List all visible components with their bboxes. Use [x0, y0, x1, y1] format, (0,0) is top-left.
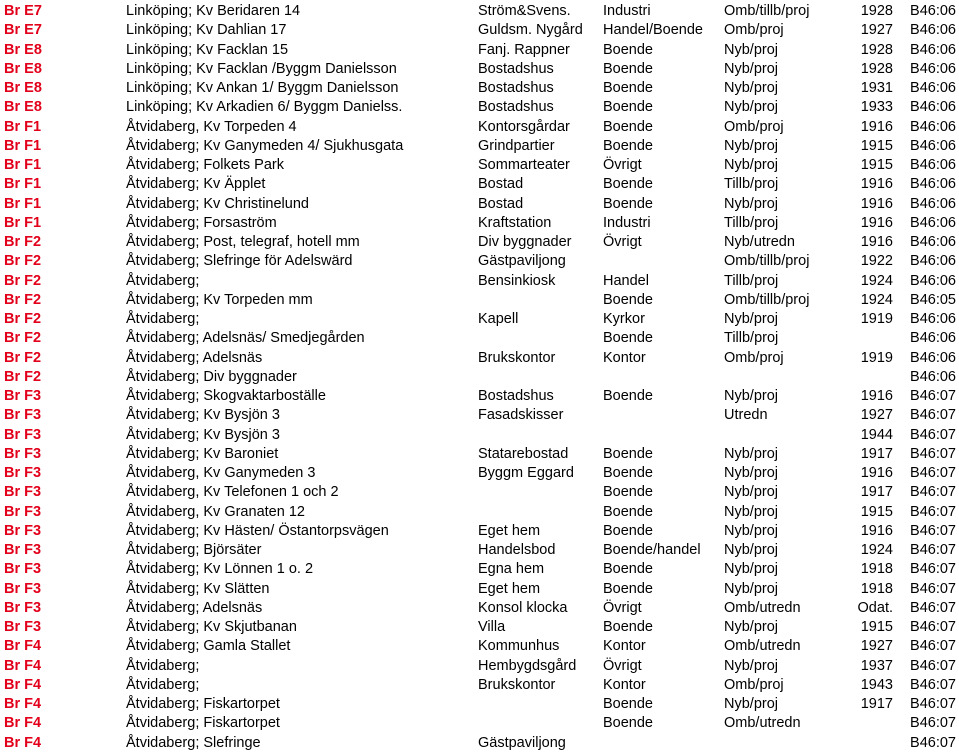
year-text: 1917 [860, 696, 893, 712]
work-type: Omb/proj [724, 118, 784, 135]
archive-code: Br F3 [4, 503, 42, 520]
year-text: 1916 [860, 176, 893, 193]
location-text: Åtvidaberg; [126, 657, 200, 674]
category-text: Boende [603, 60, 653, 77]
register-row [0, 98, 959, 117]
register-row [0, 175, 959, 194]
location-text: Linköping; Kv Arkadien 6/ Byggm Danielss. [126, 99, 403, 116]
reference-code: B46:07 [910, 484, 956, 501]
year-text: 1915 [860, 503, 893, 520]
category-text: Boende [603, 465, 653, 481]
year-text: 1944 [860, 426, 893, 443]
building-type: Sommarteater [478, 157, 570, 173]
location-text: Åtvidaberg; Kv Skjutbanan [126, 619, 297, 635]
building-type: Ström&Svens. [478, 3, 571, 19]
work-type: Omb/proj [724, 676, 784, 693]
register-row [0, 252, 959, 271]
reference-code: B46:05 [910, 291, 956, 308]
reference-code: B46:06 [910, 272, 956, 289]
archive-code: Br E7 [4, 3, 42, 19]
register-row [0, 118, 959, 137]
building-type: Div byggnader [478, 234, 572, 250]
register-row [0, 483, 959, 502]
category-text: Boende [603, 176, 653, 193]
location-text: Åtvidaberg; [126, 676, 200, 693]
year-text: 1916 [860, 522, 893, 539]
reference-code: B46:06 [910, 253, 956, 270]
building-type: Brukskontor [478, 676, 556, 693]
register-row [0, 233, 959, 252]
building-type: Egna hem [478, 561, 545, 578]
category-text: Kontor [603, 676, 646, 693]
register-row [0, 349, 959, 368]
reference-code: B46:06 [910, 330, 956, 347]
register-row [0, 560, 959, 579]
reference-code: B46:06 [910, 22, 956, 39]
category-text: Boende [603, 715, 653, 732]
building-type: Kontorsgårdar [478, 118, 570, 135]
archive-code: Br F3 [4, 388, 42, 404]
location-text: Åtvidaberg; Div byggnader [126, 368, 297, 385]
category-text: Boende [603, 291, 653, 308]
location-text: Åtvidaberg; Kv Ganymeden 4/ Sjukhusgata [126, 137, 404, 154]
reference-code: B46:07 [910, 619, 956, 635]
archive-code: Br F4 [4, 638, 42, 655]
reference-code: B46:07 [910, 599, 956, 616]
archive-code: Br F1 [4, 137, 42, 154]
archive-code: Br F3 [4, 542, 42, 558]
location-text: Åtvidaberg; Kv Bysjön 3 [126, 426, 280, 443]
work-type: Omb/utredn [724, 599, 801, 616]
location-text: Åtvidaberg; Folkets Park [126, 157, 284, 173]
archive-code: Br F3 [4, 445, 42, 462]
work-type: Nyb/proj [724, 465, 778, 481]
location-text: Åtvidaberg; Adelsnäs [126, 599, 263, 616]
building-type: Bostad [478, 195, 524, 212]
location-text: Åtvidaberg; Kv Äpplet [126, 176, 266, 193]
year-text: 1937 [860, 657, 893, 674]
year-text: 1933 [860, 99, 893, 116]
year-text: 1917 [860, 445, 893, 462]
register-row [0, 368, 959, 387]
register-row [0, 426, 959, 445]
register-row [0, 156, 959, 175]
work-type: Nyb/proj [724, 503, 778, 520]
category-text: Boende [603, 118, 653, 135]
location-text: Åtvidaberg, Kv Torpeden 4 [126, 118, 297, 135]
year-text: 1928 [860, 41, 893, 58]
location-text: Åtvidaberg; Forsaström [126, 214, 277, 231]
reference-code: B46:07 [910, 426, 956, 443]
work-type: Omb/tillb/proj [724, 3, 810, 19]
work-type: Nyb/proj [724, 522, 778, 539]
archive-code: Br F2 [4, 368, 42, 385]
category-text: Handel [603, 272, 649, 289]
building-type: Handelsbod [478, 542, 556, 558]
reference-code: B46:06 [910, 311, 956, 327]
work-type: Tillb/proj [724, 272, 779, 289]
location-text: Åtvidaberg; Adelsnäs [126, 349, 263, 366]
archive-code: Br F4 [4, 657, 42, 674]
work-type: Nyb/proj [724, 60, 778, 77]
work-type: Nyb/proj [724, 484, 778, 501]
year-text: 1917 [860, 484, 893, 501]
category-text: Boende [603, 580, 653, 597]
work-type: Utredn [724, 407, 768, 424]
year-text: 1918 [860, 580, 893, 597]
location-text: Åtvidaberg; [126, 311, 200, 327]
reference-code: B46:07 [910, 676, 956, 693]
building-type: Bostadshus [478, 80, 554, 96]
work-type: Omb/utredn [724, 715, 801, 732]
archive-code: Br F1 [4, 157, 42, 173]
building-type: Kraftstation [478, 214, 552, 231]
location-text: Åtvidaberg; Kv Bysjön 3 [126, 407, 280, 424]
year-text: 1928 [860, 3, 893, 19]
reference-code: B46:07 [910, 465, 956, 481]
building-type: Kommunhus [478, 638, 560, 655]
category-text: Handel/Boende [603, 22, 703, 39]
work-type: Nyb/proj [724, 657, 778, 674]
location-text: Åtvidaberg; Skogvaktarboställe [126, 388, 326, 404]
archive-code: Br F3 [4, 407, 42, 424]
reference-code: B46:06 [910, 349, 956, 366]
work-type: Nyb/proj [724, 137, 778, 154]
reference-code: B46:07 [910, 638, 956, 655]
register-row [0, 310, 959, 329]
reference-code: B46:06 [910, 157, 956, 173]
category-text: Kyrkor [603, 311, 645, 327]
archive-code: Br F4 [4, 676, 42, 693]
archive-code: Br F2 [4, 234, 42, 250]
archive-code: Br F3 [4, 426, 42, 443]
register-row [0, 503, 959, 522]
register-row [0, 637, 959, 656]
category-text: Industri [603, 214, 651, 231]
location-text: Åtvidaberg; Kv Hästen/ Östantorpsvägen [126, 522, 389, 539]
archive-code: Br F1 [4, 214, 42, 231]
reference-code: B46:06 [910, 80, 956, 96]
reference-code: B46:07 [910, 734, 956, 751]
register-row [0, 79, 959, 98]
reference-code: B46:07 [910, 388, 956, 404]
category-text: Industri [603, 3, 651, 19]
archive-code: Br E8 [4, 41, 42, 58]
location-text: Åtvidaberg; Björsäter [126, 542, 262, 558]
work-type: Tillb/proj [724, 176, 779, 193]
year-text: 1916 [860, 214, 893, 231]
building-type: Bostadshus [478, 99, 554, 116]
year-text: 1924 [860, 291, 893, 308]
work-type: Omb/tillb/proj [724, 291, 810, 308]
building-type: Konsol klocka [478, 599, 568, 616]
category-text: Boende [603, 484, 653, 501]
work-type: Omb/proj [724, 22, 784, 39]
reference-code: B46:07 [910, 407, 956, 424]
category-text: Boende [603, 619, 653, 635]
location-text: Åtvidaberg, Kv Granaten 12 [126, 503, 305, 520]
year-text: 1924 [860, 542, 893, 558]
year-text: 1919 [860, 349, 893, 366]
category-text: Boende [603, 561, 653, 578]
location-text: Åtvidaberg; Kv Torpeden mm [126, 291, 313, 308]
location-text: Åtvidaberg; Kv Slätten [126, 580, 270, 597]
register-row [0, 60, 959, 79]
archive-code: Br F3 [4, 484, 42, 501]
reference-code: B46:07 [910, 715, 956, 732]
year-text: 1927 [860, 22, 893, 39]
year-text: 1916 [860, 195, 893, 212]
building-type: Byggm Eggard [478, 465, 574, 481]
archive-code: Br E7 [4, 22, 42, 39]
location-text: Åtvidaberg, Kv Telefonen 1 och 2 [126, 484, 339, 501]
location-text: Åtvidaberg; Fiskartorpet [126, 696, 280, 712]
year-text: 1915 [860, 619, 893, 635]
location-text: Linköping; Kv Dahlian 17 [126, 22, 287, 39]
archive-code: Br F1 [4, 195, 42, 212]
register-row [0, 272, 959, 291]
location-text: Åtvidaberg; Kv Baroniet [126, 445, 279, 462]
year-text: 1916 [860, 465, 893, 481]
location-text: Åtvidaberg; [126, 272, 200, 289]
work-type: Nyb/proj [724, 311, 778, 327]
building-type: Fasadskisser [478, 407, 564, 424]
building-type: Villa [478, 619, 506, 635]
reference-code: B46:07 [910, 542, 956, 558]
reference-code: B46:06 [910, 368, 956, 385]
archive-code: Br F2 [4, 311, 42, 327]
register-row [0, 541, 959, 560]
reference-code: B46:06 [910, 176, 956, 193]
building-type: Guldsm. Nygård [478, 22, 583, 39]
category-text: Boende/handel [603, 542, 701, 558]
reference-code: B46:07 [910, 580, 956, 597]
work-type: Nyb/utredn [724, 234, 795, 250]
year-text: 1927 [860, 638, 893, 655]
reference-code: B46:07 [910, 696, 956, 712]
reference-code: B46:06 [910, 137, 956, 154]
category-text: Boende [603, 137, 653, 154]
archive-code: Br F3 [4, 619, 42, 635]
building-type: Statarebostad [478, 445, 569, 462]
work-type: Nyb/proj [724, 561, 778, 578]
location-text: Åtvidaberg; Gamla Stallet [126, 638, 291, 655]
category-text: Boende [603, 99, 653, 116]
reference-code: B46:07 [910, 561, 956, 578]
archive-code: Br E8 [4, 60, 42, 77]
location-text: Linköping; Kv Facklan /Byggm Danielsson [126, 60, 397, 77]
work-type: Nyb/proj [724, 619, 778, 635]
register-row [0, 406, 959, 425]
category-text: Boende [603, 696, 653, 712]
location-text: Linköping; Kv Ankan 1/ Byggm Danielsson [126, 80, 399, 96]
building-type: Bostadshus [478, 60, 554, 77]
register-row [0, 464, 959, 483]
location-text: Åtvidaberg; Adelsnäs/ Smedjegården [126, 330, 365, 347]
reference-code: B46:06 [910, 60, 956, 77]
work-type: Nyb/proj [724, 157, 778, 173]
archive-code: Br F2 [4, 291, 42, 308]
register-row [0, 714, 959, 733]
register-row [0, 41, 959, 60]
archive-code: Br F3 [4, 580, 42, 597]
reference-code: B46:07 [910, 657, 956, 674]
reference-code: B46:06 [910, 118, 956, 135]
register-row [0, 676, 959, 695]
work-type: Nyb/proj [724, 696, 778, 712]
location-text: Åtvidaberg; Fiskartorpet [126, 715, 280, 732]
building-type: Bensinkiosk [478, 272, 556, 289]
category-text: Boende [603, 41, 653, 58]
location-text: Åtvidaberg; Slefringe för Adelswärd [126, 253, 353, 270]
archive-code: Br F4 [4, 715, 42, 732]
reference-code: B46:07 [910, 445, 956, 462]
register-row [0, 21, 959, 40]
building-type: Eget hem [478, 522, 541, 539]
year-text: 1924 [860, 272, 893, 289]
year-text: 1918 [860, 561, 893, 578]
category-text: Boende [603, 445, 653, 462]
register-row [0, 387, 959, 406]
year-text: 1916 [860, 118, 893, 135]
year-text: 1916 [860, 234, 893, 250]
archive-code: Br F3 [4, 561, 42, 578]
register-row [0, 695, 959, 714]
work-type: Omb/utredn [724, 638, 801, 655]
location-text: Åtvidaberg; Slefringe [126, 734, 261, 751]
register-row [0, 618, 959, 637]
building-type: Bostad [478, 176, 524, 193]
register-row [0, 291, 959, 310]
building-type: Gästpaviljong [478, 734, 566, 751]
building-type: Fanj. Rappner [478, 41, 570, 58]
register-row [0, 329, 959, 348]
building-type: Kapell [478, 311, 519, 327]
work-type: Nyb/proj [724, 41, 778, 58]
category-text: Boende [603, 503, 653, 520]
location-text: Linköping; Kv Beridaren 14 [126, 3, 301, 19]
work-type: Nyb/proj [724, 580, 778, 597]
category-text: Boende [603, 388, 653, 404]
archive-code: Br F1 [4, 118, 42, 135]
archive-code: Br F2 [4, 330, 42, 347]
work-type: Tillb/proj [724, 330, 779, 347]
archive-code: Br F2 [4, 253, 42, 270]
register-row [0, 2, 959, 21]
reference-code: B46:06 [910, 214, 956, 231]
category-text: Boende [603, 195, 653, 212]
register-row [0, 580, 959, 599]
category-text: Boende [603, 80, 653, 96]
archive-code: Br F3 [4, 465, 42, 481]
reference-code: B46:07 [910, 503, 956, 520]
building-type: Grindpartier [478, 137, 555, 154]
work-type: Omb/tillb/proj [724, 253, 810, 270]
year-text: 1943 [860, 676, 893, 693]
register-row [0, 214, 959, 233]
reference-code: B46:06 [910, 99, 956, 116]
register-row [0, 599, 959, 618]
reference-code: B46:06 [910, 3, 956, 19]
year-text: 1927 [860, 407, 893, 424]
archive-code: Br F3 [4, 522, 42, 539]
building-type: Hembygdsgård [478, 657, 577, 674]
category-text: Kontor [603, 349, 646, 366]
year-text: 1915 [860, 137, 893, 154]
register-row [0, 137, 959, 156]
year-text: 1931 [860, 80, 893, 96]
category-text: Övrigt [603, 234, 642, 250]
location-text: Åtvidaberg; Kv Lönnen 1 o. 2 [126, 561, 314, 578]
building-type: Bostadshus [478, 388, 554, 404]
category-text: Kontor [603, 638, 646, 655]
building-type: Gästpaviljong [478, 253, 566, 270]
archive-code: Br E8 [4, 99, 42, 116]
work-type: Nyb/proj [724, 80, 778, 96]
work-type: Nyb/proj [724, 195, 778, 212]
category-text: Boende [603, 522, 653, 539]
year-text: 1928 [860, 60, 893, 77]
category-text: Övrigt [603, 657, 642, 674]
work-type: Omb/proj [724, 349, 784, 366]
category-text: Övrigt [603, 157, 642, 173]
archive-code: Br F1 [4, 176, 42, 193]
archive-code: Br E8 [4, 80, 42, 96]
work-type: Nyb/proj [724, 542, 778, 558]
work-type: Nyb/proj [724, 99, 778, 116]
archive-code: Br F4 [4, 696, 42, 712]
building-type: Brukskontor [478, 349, 556, 366]
archive-code: Br F4 [4, 734, 42, 751]
register-row [0, 734, 959, 753]
reference-code: B46:06 [910, 234, 956, 250]
location-text: Åtvidaberg; Kv Christinelund [126, 195, 309, 212]
work-type: Nyb/proj [724, 445, 778, 462]
location-text: Åtvidaberg, Kv Ganymeden 3 [126, 465, 316, 481]
reference-code: B46:06 [910, 41, 956, 58]
year-text: 1916 [860, 388, 893, 404]
year-text: 1922 [860, 253, 893, 270]
register-row [0, 522, 959, 541]
category-text: Övrigt [603, 599, 642, 616]
building-type: Eget hem [478, 580, 541, 597]
year-text: 1919 [860, 311, 893, 327]
location-text: Linköping; Kv Facklan 15 [126, 41, 289, 58]
year-text: 1915 [860, 157, 893, 173]
register-row [0, 657, 959, 676]
archive-code: Br F3 [4, 599, 42, 616]
year-text: Odat. [857, 599, 893, 616]
archive-code: Br F2 [4, 272, 42, 289]
work-type: Tillb/proj [724, 214, 779, 231]
location-text: Åtvidaberg; Post, telegraf, hotell mm [126, 234, 360, 250]
work-type: Nyb/proj [724, 388, 778, 404]
reference-code: B46:06 [910, 195, 956, 212]
register-row [0, 445, 959, 464]
category-text: Boende [603, 330, 653, 347]
reference-code: B46:07 [910, 522, 956, 539]
register-row [0, 195, 959, 214]
archive-code: Br F2 [4, 349, 42, 366]
